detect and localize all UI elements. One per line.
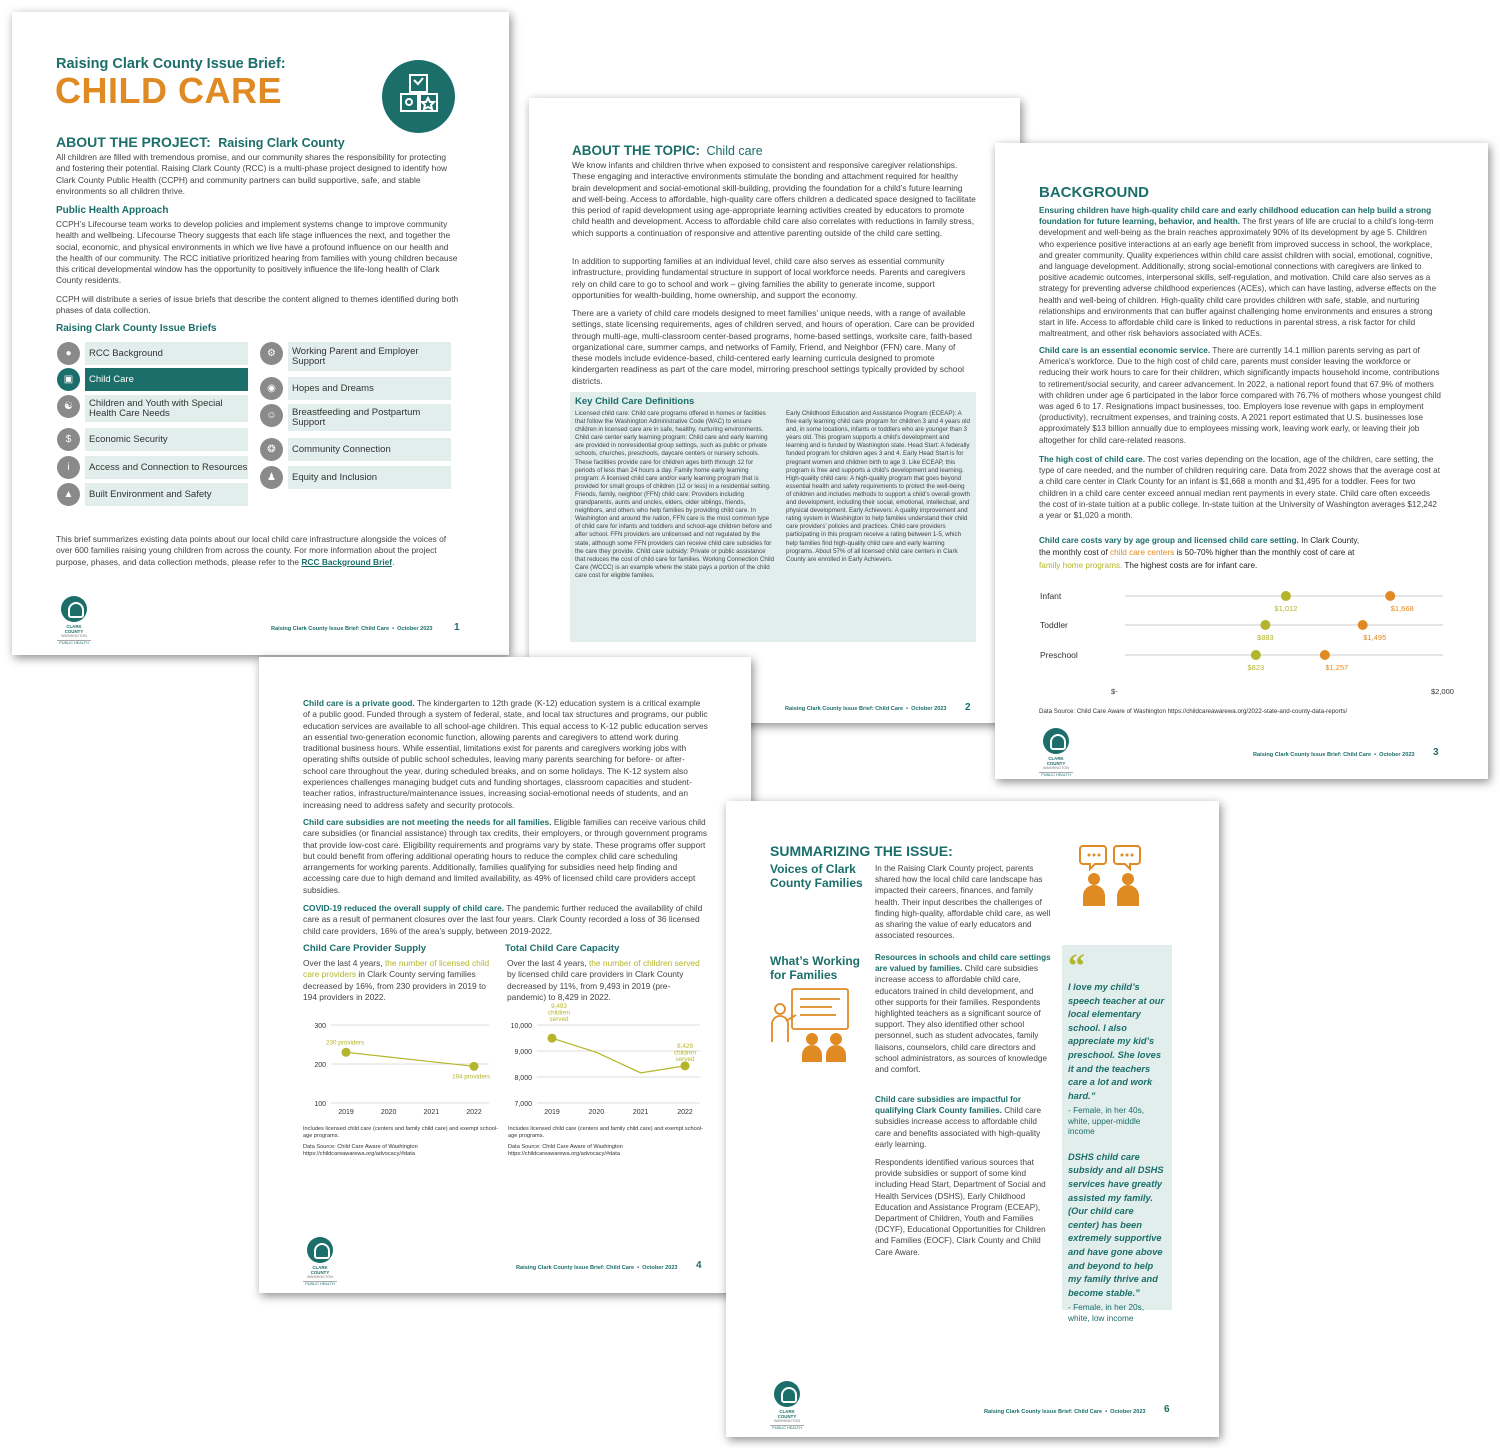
working-p2 (875, 1094, 1052, 1150)
para: The kindergarten to 12th grade (K-12) education system is a critical example of a public good. Funded through a system of federal, state, and local tax structures and programs, our public education services are available to all school-age children. This equal access to K-12 public education serves an essential two-generation economic function, allowing parents and caregivers to attend work during traditional business hours. While essential, limitations exist for parents and caregivers working jobs with operating shifts outside of public school schedules, leaving many parents searching for before- or after-school care throughout the year, during scheduled breaks, and on some holidays. The K-12 system also experiences challenges managing budget cuts and funding shortages, classroom capacities and student-teacher ratios, infrastructure/maintenance issues, increasing social-emotional needs of students, and an increasing need to address safety and security protocols. (303, 698, 708, 810)
x-tick-label: 2020 (380, 1109, 397, 1116)
series-line (552, 1038, 685, 1073)
cost-chart-source: Data Source: Child Care Aware of Washington https://childcareawarewa.org/2022-state-and-county-data-reports/ (1039, 708, 1348, 715)
logo-text: WASHINGTON (61, 634, 87, 638)
network-icon: ❂ (260, 438, 283, 461)
logo-text: WASHINGTON (1043, 766, 1069, 770)
about-topic (572, 142, 763, 160)
definitions-right: Early Childhood Education and Assistance Program (ECEAP): A free early learning child care program for children 3 and 4 years old and, in some locations, infants or toddlers who are younger than 3 years old. This program supports a child’s development and learning and is funded by Washington state. Head Start: A federally funded program for children ages 3 and 4. Early Head Start is for pregnant women and children birth to age 3. Like ECEAP, this program is free and supports a child’s development and learning. High-quality child care: A high-quality program that goes beyond essential health and safety requirements to protect the well-being of children and includes methods to support a child’s overall growth and development, including their social, emotional, intellectual, and physical development. Early Achievers: A quality improvement and rating system in Washington to help families understand their child care providers’ policies and practices. Child care providers participating in this program receive a rating between 1-5, which help families find high-quality child care and early learning programs. About 57% of all licensed child care centers in Clark County are enrolled in Early Achievers. (786, 410, 971, 563)
brief-child-care[interactable] (63, 368, 248, 391)
x-tick-label: 2022 (466, 1109, 482, 1116)
working-head: What’s Working for Families (770, 954, 860, 982)
center-value-label: $1,668 (1390, 604, 1414, 613)
people-icon: ● (57, 342, 80, 365)
supply-line-chart (293, 1015, 503, 1125)
brief-economic-security[interactable] (65, 428, 248, 451)
capacity-chart-caption (507, 958, 707, 1003)
footer-date: October 2023 (397, 626, 433, 632)
about-project (56, 134, 476, 152)
para: Over the last 4 years, (507, 958, 587, 968)
capacity-line-chart (499, 1003, 714, 1125)
x-tick-label: 2022 (677, 1109, 693, 1116)
page-3 (995, 143, 1488, 779)
summary-text: This brief summarizes existing data points about our local child care infrastructure alongside the voices of over 600 families raising young children from across the county. For more information about the project purpose, phases, and data collection methods, please refer to the (56, 534, 447, 567)
point-label: 194 providers (452, 1073, 491, 1081)
background-p2 (1039, 345, 1443, 446)
summarizing-head: SUMMARIZING THE ISSUE: (770, 843, 953, 859)
capacity-chart-head: Total Child Care Capacity (505, 943, 620, 954)
para: Child care subsidies increase access to affordable child care and benefits associated with high-quality early learning. (875, 1106, 1042, 1149)
logo-text: CLARK COUNTY (64, 624, 84, 634)
x-tick-label: $2,000 (1431, 687, 1454, 696)
footer-date: October 2023 (1379, 752, 1415, 758)
footer-date: October 2023 (911, 706, 947, 712)
page3-footer: Raising Clark County Issue Brief: Child Care • October 2023 (1253, 752, 1415, 758)
center-dot (1320, 650, 1330, 660)
x-tick-label: 2019 (338, 1109, 354, 1116)
page1-summary: This brief summarizes existing data points about our local child care infrastructure alongside the voices of over 600 families raising young children from across the county. For more information about the project purpose, phases, and data collection methods, please refer to the RCC Background Brief. (56, 534, 447, 567)
quote-mark-icon: “ (1068, 948, 1085, 985)
summary-intro: In the Raising Clark County project, parents shared how the local child care landscape has impacted their careers, finances, and family health. Their input describes the challenges of finding high-quality, affordable child care, as well as sharing the value of early educators and associated resources. (875, 864, 1051, 941)
about-topic-head: ABOUT THE TOPIC: (572, 143, 700, 158)
point-label: served (549, 1016, 569, 1024)
x-tick-label: 2021 (632, 1109, 649, 1116)
logo-text: PUBLIC HEALTH (57, 640, 91, 646)
lead: Child care is a private good. (303, 698, 415, 708)
page2-number: 2 (965, 702, 971, 713)
para: In Clark County, the monthly cost of (1039, 536, 1360, 558)
lead: The high cost of child care. (1039, 455, 1145, 464)
logo-text: PUBLIC HEALTH (1039, 772, 1073, 778)
ccph-logo (1039, 728, 1073, 778)
parent-child-icon: ☺ (260, 404, 283, 427)
supply-source (303, 1144, 418, 1158)
data-point (342, 1048, 351, 1057)
quote-1: I love my child’s speech teacher at our local elementary school. I also appreciate my kid’s preschool. She loves it and the teachers care a lot and work hard.” (1068, 982, 1165, 1101)
para: by licensed child care providers in Clark County decreased by 11%, from 9,493 in 2019 (pre-pandemic) to 8,429 in 2022. (507, 969, 684, 1002)
ccph-logo (770, 1381, 804, 1431)
highlight: the number of children served (588, 958, 700, 968)
lead: Child care subsidies are impactful for qualifying Clark County families. (875, 1095, 1022, 1116)
child-icon: ☯ (57, 395, 80, 418)
p4-subsidies (303, 817, 708, 896)
y-tick-label: 200 (314, 1062, 326, 1069)
brief-label: Working Parent and Employer Support (292, 345, 419, 367)
quote-1-attribution: - Female, in her 40s, white, upper-middle income (1068, 1105, 1145, 1137)
para: The cost varies depending on the location, age of the children, care setting, the type of care needed, and the number of children requiring care. Data from 2022 shows that the average cost at a child care center in Clark County for an infant is $1,668 a month and $1,495 for a toddler. Fees for two children in a child care center exceed annual median rent payments in every state. Child care often exceeds the cost of in-state tuition at a public college. In-state tuition at the University of Washington averages $12,242 a year or $1,020 a month. (1039, 455, 1440, 521)
gear-icon: ⚙ (260, 342, 283, 365)
about-topic-sub: Child care (706, 144, 763, 158)
quote-2-attribution: - Female, in her 20s, white, low income (1068, 1302, 1145, 1323)
brief-rcc-background[interactable] (65, 342, 248, 365)
cost-chart-caption (1039, 535, 1369, 572)
family-home-value-label: $1,012 (1274, 604, 1298, 613)
logo-text: WASHINGTON (774, 1419, 800, 1423)
family-home-value-label: $823 (1247, 663, 1265, 672)
y-tick-label: 7,000 (514, 1101, 532, 1108)
page6-footer: Raising Clark County Issue Brief: Child Care • October 2023 (984, 1409, 1146, 1415)
page2-footer: Raising Clark County Issue Brief: Child Care • October 2023 (785, 706, 947, 712)
supply-chart-head: Child Care Provider Supply (303, 943, 426, 954)
page-4 (259, 657, 751, 1293)
logo-text: CLARK COUNTY (777, 1409, 797, 1419)
center-value-label: $1,495 (1363, 633, 1387, 642)
brief-label: Breastfeeding and Postpartum Support (292, 406, 421, 428)
logo-text: CLARK COUNTY (310, 1265, 330, 1275)
page-1 (12, 12, 509, 655)
footer-date: October 2023 (642, 1265, 678, 1271)
page6-number: 6 (1164, 1404, 1170, 1415)
background-p3 (1039, 454, 1443, 521)
footer-date: October 2023 (1110, 1409, 1146, 1415)
brief-hopes-dreams[interactable] (267, 377, 451, 400)
rcc-background-link[interactable]: RCC Background Brief (301, 556, 393, 567)
quote-box (1062, 945, 1172, 1323)
dollar-icon: $ (57, 428, 80, 451)
info-icon: i (57, 456, 80, 479)
capacity-note: Includes licensed child care (centers and family child care) and exempt school-age programs. (508, 1126, 703, 1139)
brief-label: Child Care (89, 373, 134, 385)
working-p1 (875, 952, 1052, 1075)
brief-special-health-care[interactable] (64, 395, 248, 422)
para: is 50-70% higher than the monthly cost of care at (1176, 548, 1355, 558)
supply-chart-caption (303, 958, 493, 1003)
x-tick-label: 2020 (588, 1109, 605, 1116)
x-tick-label: 2019 (544, 1109, 560, 1116)
public-health-approach-body2: CCPH will distribute a series of issue briefs that describe the content aligned to themes identified during both phases of data collection. (56, 294, 459, 316)
ccph-logo (57, 596, 91, 646)
para: There are currently 14.1 million parents serving as part of America’s workforce. Due to the high cost of child care, parents must consider leaving the workforce or reducing their work hours to care for their children, which significantly impacts household income, contributions to retirement/social security, and career advancement. In 2022, a national report found that 67.9% of mothers with children under age 6 participated in the labor force compared with 76.7% of mothers whose youngest child was aged 6 to 17. Resignations impact businesses, too. Employers lose revenue with gaps in employment (productivity), recruitment expenses, and training costs. A 2021 report estimated that U.S. businesses lose approximately $13 billion annually due to employees missing work, leaving work early, or leaving their job altogether for child care-related reasons. (1039, 346, 1441, 445)
lead: Resources in schools and child care settings are valued by families. (875, 953, 1051, 974)
p4-covid (303, 903, 708, 937)
voices-head: Voices of Clark County Families (770, 862, 863, 890)
point-label: children (673, 1049, 697, 1057)
source-url: https://childcareawarewa.org/advocacy/#data (508, 1151, 620, 1157)
data-point (548, 1034, 557, 1043)
point-label: 8,429 (677, 1042, 693, 1050)
data-point (470, 1062, 479, 1071)
source-line: Data Source: Child Care Aware of Washington (508, 1144, 623, 1150)
topic-p3: There are a variety of child care models designed to meet families’ unique needs, with a range of available settings, state licensing requirements, ages of children served, and hours of operation. Care can be provided through multi-age, multi-classroom center-based programs, home-based settings, worksite care, faith-based organizational care, summer camps, and networks of Family, Friend, and Neighbor (FFN) care. Many of these models include evidence-based, child-centered early learning curricula designed to promote kindergarten readiness as part of the care model, mirroring preschool settings typically provided by school districts. (572, 308, 975, 386)
page3-number: 3 (1433, 747, 1439, 758)
y-tick-label: 9,000 (514, 1049, 532, 1056)
source-line: Data Source: Child Care Aware of Washington (303, 1144, 418, 1150)
page1-kicker: Raising Clark County Issue Brief: (56, 56, 286, 72)
family-home-dot (1251, 650, 1261, 660)
brief-breastfeeding[interactable] (266, 404, 451, 431)
page1-footer: Raising Clark County Issue Brief: Child Care • October 2023 (271, 626, 433, 632)
brief-access-resources[interactable] (67, 456, 248, 479)
para: Eligible families can receive various child care subsidies (or financial assistance) through tax credits, their employers, or through government programs that provide low-cost care. Eligibility requirements and programs vary by state. These programs offer support but could benefit from offering additional operating hours to reduce the complex child care scheduling arrangements for working parents. Additionally, families qualifying for subsidies need help finding and accessing care due to high demand and limited availability, as 49% of licensed child care providers accept subsidies. (303, 817, 708, 895)
center-dot (1385, 591, 1395, 601)
page-6 (726, 801, 1219, 1437)
about-project-sub: Raising Clark County (218, 136, 345, 150)
source-url: https://childcareawarewa.org/advocacy/#data (303, 1151, 415, 1157)
brief-label: Built Environment and Safety (89, 488, 212, 500)
logo-text: WASHINGTON (307, 1275, 333, 1279)
brief-label: Children and Youth with Special Health Care Needs (89, 397, 223, 419)
lead: Child care costs vary by age group and licensed child care setting. (1039, 536, 1299, 545)
topic-p2: In addition to supporting families at an individual level, child care also serves as essential community infrastructure, providing fundamental structure in support of local workforce needs. Parents and caregivers rely on child care to go to school and work – giving families the ability to generate income, support opportunities for wealth-building, home ownership, and support the economy. (572, 256, 966, 300)
highlight: the number of licensed child care providers (303, 958, 490, 980)
centers-label: child care centers (1110, 548, 1175, 558)
group-icon: ♟ (260, 466, 283, 489)
supply-note: Includes licensed child care (centers and family child care) and exempt school-age programs. (303, 1126, 498, 1139)
background-p1 (1039, 205, 1443, 339)
about-project-body: All children are filled with tremendous promise, and our community shares the responsibility for protecting and fostering their potential. Raising Clark County (RCC) is a multi-phase project designed to identify how Clark County Public Health (CCPH) and community partners can build supportive, safe, and stable environments so all children thrive. (56, 152, 448, 196)
para: The pandemic further reduced the availability of child care as a result of permanent closures over the last four years. Clark County recorded a loss of 36 licensed child care providers, 16% of the area’s supply, between 2019-2022. (303, 903, 703, 936)
lead: Ensuring children have high-quality child care and early childhood education can help build a strong foundation for future learning, behavior, and health. (1039, 206, 1432, 227)
brief-label: Equity and Inclusion (292, 471, 378, 483)
logo-text: CLARK COUNTY (1046, 756, 1066, 766)
about-project-head: ABOUT THE PROJECT: (56, 134, 211, 150)
issue-briefs-head: Raising Clark County Issue Briefs (56, 323, 217, 334)
brief-label: Community Connection (292, 443, 391, 455)
footer-text: Raising Clark County Issue Brief: Child Care (984, 1409, 1103, 1415)
y-tick-label: 8,000 (514, 1075, 532, 1082)
definitions-left: Licensed child care: Child care programs offered in homes or facilities that follow the Washington Administrative Code (WAC) to ensure children in licensed care are in safe, healthy, nurturing environments. Child care center early learning program: Child care and early learning are provided in nonresidential group settings, such as public or private schools, churches, preschools, daycare centers or nursery schools. These facilities provide care for children ages birth through 12 for periods of less than 24 hours a day. Family home early learning program: A licensed child care and/or early learning program that is provided for small groups of children (12 or less) in a residential setting. Friends, family, neighbor (FFN) child care: Providers including grandparents, aunts and uncles, elders, older siblings, friends, neighbors, and others who help families by providing child care. In Washington and around the nation, FFN care is the most common type of child care for infants and toddlers and school-age children before and after school. FFN providers are unlicensed and not regulated by the state, although some FFN providers can receive child care subsidies for the care they provide. Child care subsidy: Private or public assistance that reduces the cost of child care for families. Working Connection Child Care (WCCC) is an example where the state pays a portion of the child care cost for eligible families. (575, 410, 775, 579)
definitions-head: Key Child Care Definitions (575, 396, 695, 407)
center-dot (1358, 620, 1368, 630)
category-label: Infant (1040, 591, 1062, 601)
category-label: Preschool (1040, 650, 1078, 660)
ccph-logo (303, 1237, 337, 1287)
x-tick-label: 2021 (423, 1109, 440, 1116)
brief-built-environment[interactable] (63, 483, 248, 506)
footer-text: Raising Clark County Issue Brief: Child Care (271, 626, 390, 632)
brief-label: RCC Background (89, 347, 163, 359)
lead: Child care is an essential economic service. (1039, 346, 1211, 355)
para: The first years of life are crucial to a child’s long-term development and well-being as the brain reaches approximately 90% of its development by age 5. Children who experience positive interactions at an early age benefit from improved success in school, the workplace, and greater community. Quality experiences within child care assist children with social, emotional, cognitive, and language development. Additionally, strong social-emotional connections with caregivers are linked to positive academic outcomes, interpersonal skills, self-regulation, and motivation. Child care also serves as a strategy for preventing adverse childhood experiences (ACEs), which can have lasting, adverse effects on the health and well-being of children. High-quality child care provides children with safe, stable, and nurturing relationships and environments that can buffer against challenging home environments and ensures a strong start in life. Access to affordable child care is linked to reductions in parental stress, a risk factor for child maltreatment, and other risk behaviors associated with ACEs. (1039, 217, 1437, 339)
family-home-label: family home programs. (1039, 560, 1123, 570)
p4-private-good (303, 698, 708, 811)
topic-p1: We know infants and children thrive when exposed to consistent and responsive caregiver relationships. These engaging and interactive environments stimulate the bonding and attachment required for healthy brain development and social-emotional skill-building, providing the foundation for a child’s future learning and well-being. Access to affordable, high-quality care offers children a dedicated space designed to facilitate this period of rapid development using age-appropriate learning activities created by educators to promote child health and development. Access to affordable child care also correlates with reductions in family stress, which supports a continuation of responsive and attentive parenting outside of the child care setting. (572, 160, 976, 238)
lead: COVID-19 reduced the overall supply of child care. (303, 903, 505, 913)
brief-label: Economic Security (89, 433, 168, 445)
point-label: 9,493 (551, 1003, 567, 1011)
y-tick-label: 300 (314, 1023, 326, 1030)
cost-dot-chart (1035, 579, 1455, 704)
definitions-box (570, 392, 976, 642)
page4-footer: Raising Clark County Issue Brief: Child Care • October 2023 (516, 1265, 678, 1271)
brief-label: Hopes and Dreams (292, 382, 374, 394)
page1-number: 1 (454, 622, 460, 633)
footer-text: Raising Clark County Issue Brief: Child Care (516, 1265, 635, 1271)
para: Over the last 4 years, (303, 958, 383, 968)
playground-icon: ▲ (57, 483, 80, 506)
para: in Clark County serving families decreased by 16%, from 230 providers in 2019 to 194 providers in 2022. (303, 969, 486, 1002)
page4-number: 4 (696, 1260, 702, 1271)
blocks-icon (382, 60, 455, 133)
quote-2: DSHS child care subsidy and all DSHS services have greatly assisted my family. (Our child care center) has been extremely supportive and have gone above and beyond to help my family thrive and become stable.” (1068, 1151, 1164, 1298)
x-tick-label: $- (1111, 687, 1118, 696)
lead: Child care subsidies are not meeting the needs for all families. (303, 817, 552, 827)
public-health-approach-body: CCPH’s Lifecourse team works to develop policies and implement systems change to improve community health and wellbeing. Lifecourse Theory suggests that each life stage influences the next, and together the social, economic, and physical environments in which we live have a profound influence on our health and the health of our community. The RCC initiative prioritized hearing from families with young children because this critical developmental window has the opportunity to positively influence the life-long health of Clark County residents. (56, 219, 458, 286)
point-label: served (675, 1055, 695, 1063)
footer-text: Raising Clark County Issue Brief: Child Care (785, 706, 904, 712)
teacher-icon (770, 987, 865, 1067)
brief-working-parent[interactable] (267, 342, 451, 371)
point-label: children (547, 1009, 571, 1017)
speech-people-icon (1080, 844, 1144, 911)
family-home-value-label: $883 (1257, 633, 1274, 642)
page1-title: CHILD CARE (55, 70, 282, 111)
family-home-dot (1260, 620, 1270, 630)
brief-label: Access and Connection to Resources (89, 461, 248, 473)
blocks-icon: ▣ (57, 368, 80, 391)
y-tick-label: 10,000 (510, 1023, 532, 1030)
page-2 (529, 98, 1020, 723)
y-tick-label: 100 (314, 1101, 326, 1108)
family-home-dot (1281, 591, 1291, 601)
capacity-source (508, 1144, 623, 1158)
category-label: Toddler (1040, 620, 1068, 630)
eye-icon: ◉ (260, 377, 283, 400)
public-health-approach-head: Public Health Approach (56, 205, 169, 216)
working-p3: Respondents identified various sources that provide subsidies or support of some kind including Head Start, Department of Social and Health Services (DSHS), Early Childhood Education and Assistance Program (ECEAP), Department of Children, Youth and Families (DCYF), Educational Opportunities for Children and Families (EOCF), Clark County and Child Care Aware. (875, 1158, 1046, 1257)
point-label: 230 providers (326, 1039, 365, 1047)
footer-text: Raising Clark County Issue Brief: Child Care (1253, 752, 1372, 758)
para: The highest costs are for infant care. (1124, 560, 1258, 570)
brief-equity-inclusion[interactable] (267, 466, 451, 489)
logo-text: PUBLIC HEALTH (303, 1281, 337, 1287)
logo-text: PUBLIC HEALTH (770, 1425, 804, 1431)
center-value-label: $1,257 (1325, 663, 1349, 672)
background-head: BACKGROUND (1039, 184, 1149, 201)
para: Child care subsidies increase access to affordable child care, educators trained in child development, and other supports for their families. Respondents highlighted teachers as a significant source of support. They also identified other school personnel, such as student advocates, family liaisons, counselors, child care directors and school administrators, as sources of knowledge and comfort. (875, 964, 1048, 1075)
brief-community-connection[interactable] (267, 438, 451, 461)
